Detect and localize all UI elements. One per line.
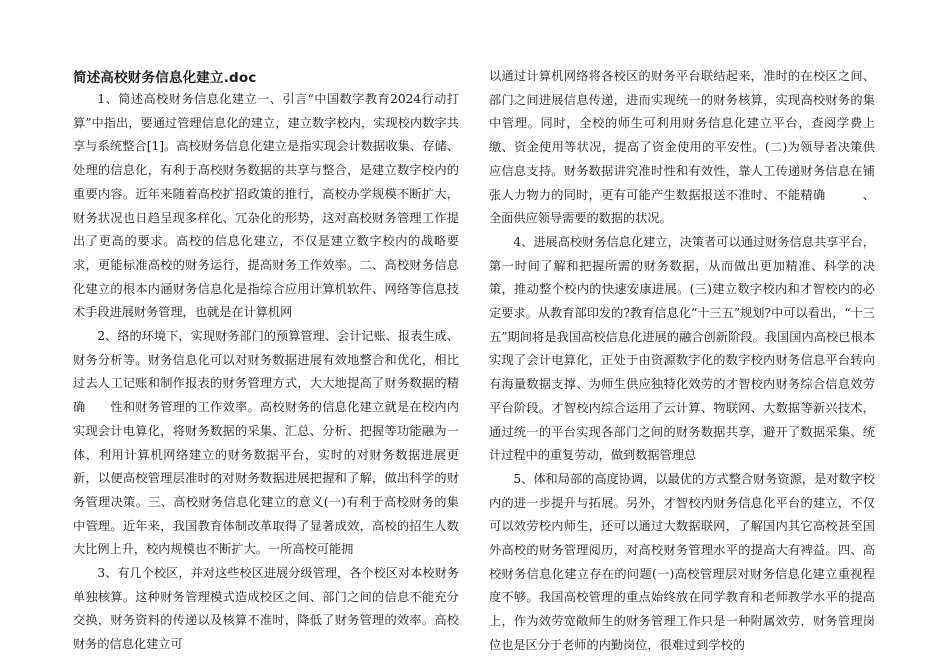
right-column — [489, 65, 875, 658]
paragraph: 3、有几个校区，并对这些校区进展分级管理，各个校区对本校财务单独核算。这种财务管理模式造成校区之间、部门之间的信息不能充分交换，财务资料的传递以及核算不准时，降低了财务管理的效率。高校财务的信息化建立可 — [73, 566, 459, 652]
paragraph: 以通过计算机网络将各校区的财务平台联结起来，准时的在校区之间、部门之间进展信息传递，进而实现统一的财务核算，实现高校财务的集中管理。同时，全校的师生可利用财务信息化建立平台，查阅学费上缴、资金使用等状况，提高了资金使用的平安性。(二)为领导者决策供应信息支持。财务数据讲究准时性和有效性，靠人工传递财务信息在铺张人力物力的同时，更有可能产生数据报送不准时、不能精确 、全面供应领导需要的数据的状况。 — [489, 69, 875, 226]
paragraph: 5、体和局部的高度协调，以最优的方式整合财务资源，是对数字校内的进一步提升与拓展。另外，才智校内财务信息化平台的建立，不仅可以效劳校内师生，还可以通过大数据联网，了解国内其它高校甚至国外高校的财务管理阅历，对高校财务管理水平的提高大有裨益。四、高校财务信息化建立存在的问题(一)高校管理层对财务信息化建立重视程度不够。我国高校管理的重点始终放在同学教育和老师教学水平的提高上，作为效劳宽敞师生的财务管理工作只是一种附属效劳，财务管理岗位也是区分于老师的内勤岗位，很难过到学校的 — [489, 471, 875, 652]
paragraph: 1、简述高校财务信息化建立一、引言“中国数字教育2024行动打算”中指出，要通过管理信息化的建立，建立数字校内，实现校内数字共享与系统整合[1]。高校财务信息化建立是指实现会计数据收集、存储、处理的信息化，有利于高校财务数据的共享与整合，是建立数字校内的重要内容。近年来随着高校扩招政策的推行，高校办学规模不断扩大，财务状况也日趋呈现多样化、冗杂化的形势，这对高校财务管理工作提出了更高的要求。高校的信息化建立，不仅是建立数字校内的战略要求，更能标准高校的财务运行，提高财务工作效率。二、高校财务信息化建立的根本内涵财务信息化是指综合应用计算机软件、网络等信息技术手段进展财务管理，也就是在计算机网 — [73, 92, 459, 320]
document-title: 简述高校财务信息化建立.doc — [73, 70, 257, 86]
paragraph: 4、进展高校财务信息化建立，决策者可以通过财务信息共享平台，第一时间了解和把握所需的财务数据，从而做出更加精准、科学的决策，推动整个校内的快速安康进展。(三)建立数字校内和才智校内的必定要求。从教育部印发的?教育信息化“十三五”规划?中可以看出，“十三五”期间将是我国高校信息化进展的融合创新阶段。我国国内高校已根本实现了会计电算化，正处于由资源数字化的数字校内财务信息平台转向有海量数据支撑、为师生供应独特化效劳的才智校内财务综合信息效劳平台阶段。才智校内综合运用了云计算、物联网、大数据等新兴技术，通过统一的平台实现各部门之间的财务数据共享，避开了数据采集、统计过程中的重复劳动，做到数据管理总 — [489, 234, 875, 463]
paragraph: 2、络的环境下，实现财务部门的预算管理、会计记账、报表生成、财务分析等。财务信息化可以对财务数据进展有效地整合和优化，相比过去人工记账和制作报表的财务管理方式，大大地提高了财务数据的精确 性和财务管理的工作效率。高校财务的信息化建立就是在校内内实现会计电算化，将财务数据的采集、汇总、分析、把握等功能融为一体，利用计算机网络建立的财务数据平台，实时的对财务数据进展更新，以便高校管理层准时的对财务数据进展把握和了解，做出科学的财务管理决策。三、高校财务信息化建立的意义(一)有利于高校财务的集中管理。近年来，我国教育体制改革取得了显著成效，高校的招生人数大比例上升，校内规模也不断扩大。一所高校可能拥 — [73, 329, 459, 557]
left-column — [73, 64, 459, 657]
